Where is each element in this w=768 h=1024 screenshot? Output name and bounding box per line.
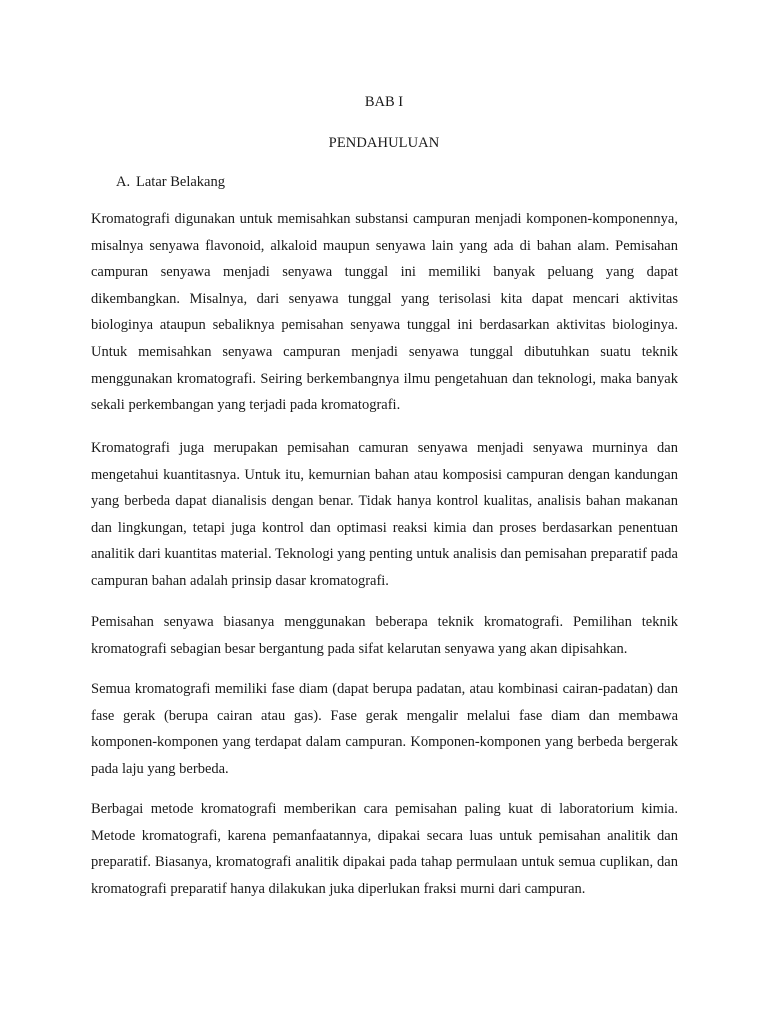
paragraph: Pemisahan senyawa biasanya menggunakan beberapa teknik kromatografi. Pemilihan teknik kromatografi sebagian besar bergantung pada sifat kelarutan senyawa yang akan dipisahkan. [91, 614, 678, 657]
paragraph: Kromatografi juga merupakan pemisahan camuran senyawa menjadi senyawa murninya dan mengetahui kuantitasnya. Untuk itu, kemurnian bahan atau komposisi campuran dengan kandungan yang berbeda dapat dianalisis dengan benar. Tidak hanya kontrol kualitas, analisis bahan makanan dan lingkungan, tetapi juga kontrol dan optimasi reaksi kimia dan proses berdasarkan penentuan analitik dari kuantitas material. Teknologi yang penting untuk analisis dan pemisahan preparatif pada campuran bahan adalah prinsip dasar kromatografi. [91, 440, 678, 589]
paragraph: Kromatografi digunakan untuk memisahkan substansi campuran menjadi komponen-komponennya, misalnya senyawa flavonoid, alkaloid maupun senyawa lain yang ada di bahan alam. Pemisahan campuran senyawa menjadi senyawa tunggal ini memiliki banyak peluang yang dapat dikembangkan. Misalnya, dari senyawa tunggal yang terisolasi kita dapat mencari aktivitas biologinya ataupun sebaliknya pemisahan senyawa tunggal ini berdasarkan aktivitas biologinya. Untuk memisahkan senyawa campuran menjadi senyawa tunggal dibutuhkan suatu teknik menggunakan kromatografi. Seiring berkembangnya ilmu pengetahuan dan teknologi, maka banyak sekali perkembangan yang terjadi pada kromatografi. [91, 211, 678, 414]
chapter-title: PENDAHULUAN [328, 135, 440, 151]
paragraph: Berbagai metode kromatografi memberikan cara pemisahan paling kuat di laboratorium kimia. Metode kromatografi, karena pemanfaatannya, dipakai secara luas untuk pemisahan analitik dan preparatif. Biasanya, kromatografi analitik dipakai pada tahap permulaan untuk semua cuplikan, dan kromatografi preparatif hanya dilakukan juka diperlukan fraksi murni dari campuran. [91, 801, 678, 897]
paragraph: Semua kromatografi memiliki fase diam (dapat berupa padatan, atau kombinasi cairan-padatan) dan fase gerak (berupa cairan atau gas). Fase gerak mengalir melalui fase diam dan membawa komponen-komponen yang terdapat dalam campuran. Komponen-komponen yang berbeda bergerak pada laju yang berbeda. [91, 681, 678, 777]
section-title: Latar Belakang [136, 174, 225, 190]
section-heading [116, 173, 225, 191]
section-marker: A. [116, 174, 131, 190]
chapter-number: BAB I [364, 94, 404, 110]
